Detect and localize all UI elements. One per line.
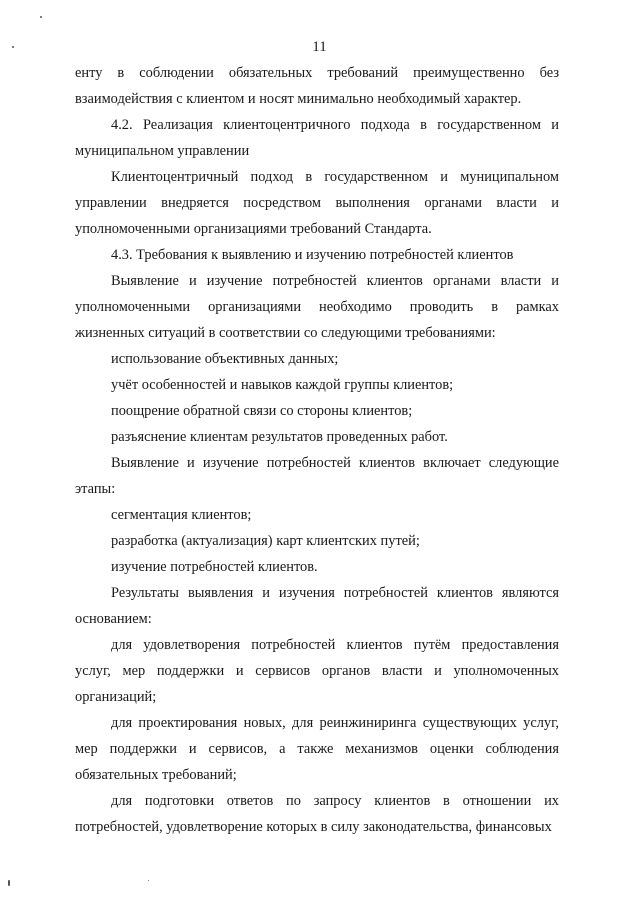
scan-speck [148, 880, 149, 881]
paragraph: для проектирования новых, для реинжиниринга существующих услуг, мер поддержки и сервисов, а также механизмов оценки соблюдения обязательных требований; [75, 715, 559, 783]
page-number: 11 [312, 39, 327, 55]
list-item: разъяснение клиентам результатов проведенных работ. [111, 429, 448, 445]
paragraph: Результаты выявления и изучения потребностей клиентов являются основанием: [75, 585, 559, 627]
list-item: сегментация клиентов; [111, 507, 252, 523]
section-heading-4-2: 4.2. Реализация клиентоцентричного подхода в государственном и муниципальном управлении [75, 117, 559, 159]
list-item: поощрение обратной связи со стороны клиентов; [111, 403, 413, 419]
scan-speck [8, 880, 10, 886]
scan-speck [40, 16, 42, 18]
list-item: учёт особенностей и навыков каждой группы клиентов; [111, 377, 454, 393]
paragraph: Выявление и изучение потребностей клиентов включает следующие этапы: [75, 455, 559, 497]
paragraph: для удовлетворения потребностей клиентов путём предоставления услуг, мер поддержки и сервисов органов власти и уполномоченных организаций; [75, 637, 559, 705]
page-content [75, 60, 559, 840]
scan-speck [12, 46, 14, 48]
list-item: разработка (актуализация) карт клиентских путей; [111, 533, 420, 549]
paragraph: Выявление и изучение потребностей клиентов органами власти и уполномоченными организациями необходимо проводить в рамках жизненных ситуаций в соответствии со следующими требованиями: [75, 273, 559, 341]
paragraph: для подготовки ответов по запросу клиентов в отношении их потребностей, удовлетворение которых в силу законодательства, финансовых [75, 793, 559, 835]
paragraph-continuation: енту в соблюдении обязательных требований преимущественно без взаимодействия с клиентом и носят минимально необходимый характер. [75, 65, 559, 107]
section-heading-4-3: 4.3. Требования к выявлению и изучению потребностей клиентов [111, 247, 514, 263]
paragraph: Клиентоцентричный подход в государственном и муниципальном управлении внедряется посредством выполнения органами власти и уполномоченными организациями требований Стандарта. [75, 169, 559, 237]
list-item: использование объективных данных; [111, 351, 339, 367]
list-item: изучение потребностей клиентов. [111, 559, 318, 575]
